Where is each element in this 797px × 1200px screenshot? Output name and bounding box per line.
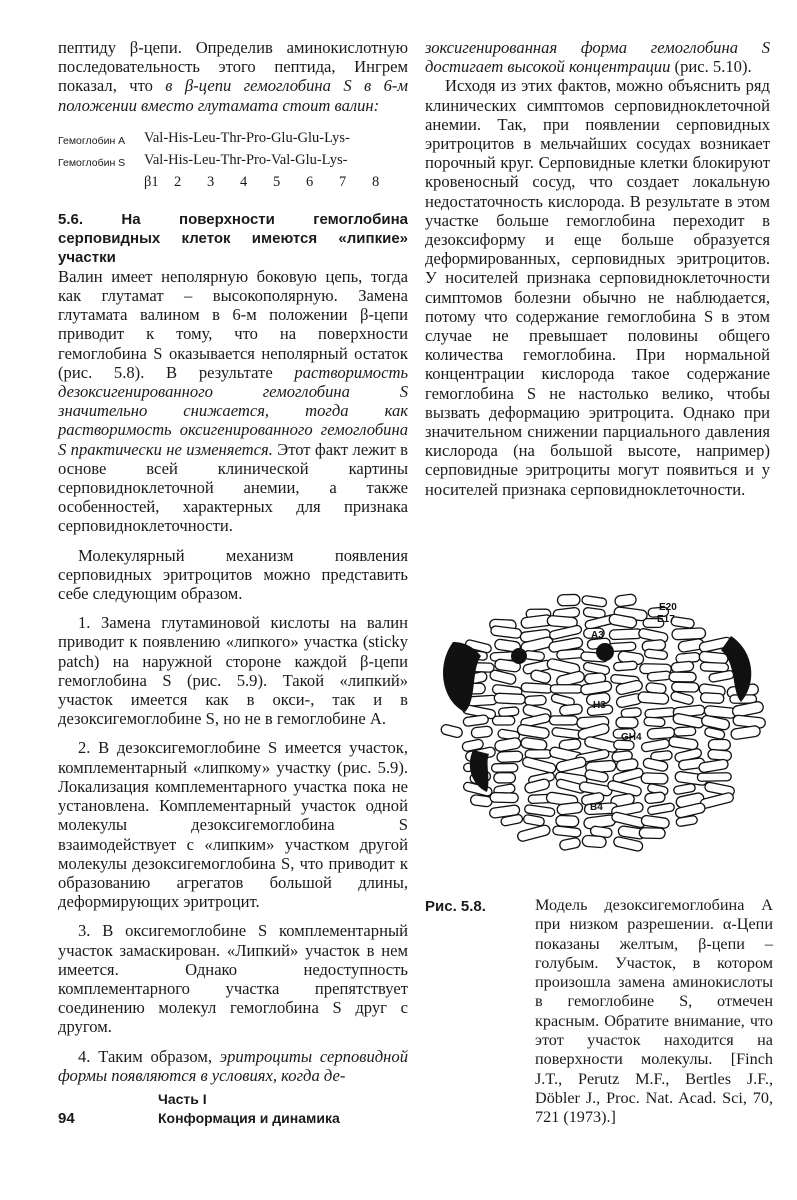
list-item: 4. Таким образом, эритроциты серповидной формы появляются в условиях, когда де- — [58, 1046, 408, 1085]
helix-coil — [524, 778, 551, 794]
helix-coil — [521, 683, 552, 694]
helix-coil — [517, 724, 550, 739]
position-label: 3 — [207, 173, 215, 190]
helix-coil — [672, 628, 706, 640]
helix-coil — [644, 649, 668, 660]
helix-coil — [440, 724, 463, 739]
helix-coil — [557, 594, 580, 606]
helix-coil — [609, 629, 642, 640]
helix-coil — [708, 749, 732, 761]
paragraph-valine: Валин имеет неполярную боковую цепь, тогда как глутамат – высокополярную. Замена глутамата валином в 6-м положении β-цепи приводит к тому, что на поверхности гемоглобина S оказывается неполярный остаток (рис. 5.8). В результате растворимость дезоксигенированного гемоглобина S значительно снижается, тогда как растворимость оксигенированного гемоглобина S практически не изменяется. Этот факт лежит в основе всей клинической картины серповидноклеточной анемии, а также особенностей, характерных для признака серповидноклеточности. — [58, 266, 408, 536]
helix-coil — [550, 685, 582, 693]
helix-coil — [494, 737, 521, 752]
position-label: 7 — [339, 173, 347, 190]
helix-coil — [644, 717, 665, 727]
helix-coil — [549, 716, 577, 725]
italic-finding: в β-цепи гемоглобина S в 6-м положении вместо глутамата стоит валин: — [58, 76, 408, 115]
helix-coil — [708, 739, 730, 750]
helix-coil — [700, 662, 728, 672]
position-label: β1 — [144, 173, 159, 190]
right-column — [425, 38, 770, 499]
position-label: 5 — [273, 173, 281, 190]
position-label: 2 — [174, 173, 182, 190]
figure-label: B4 — [590, 802, 603, 813]
figure-label: E20 — [659, 602, 677, 613]
figure-label: A3 — [591, 630, 604, 641]
sequence-s: Val-His-Leu-Thr-Pro-Val-Glu-Lys- — [144, 151, 348, 168]
helix-coil — [556, 815, 579, 827]
helix-coil — [670, 691, 694, 705]
helix-coil — [552, 727, 582, 739]
helix-coil — [639, 828, 665, 839]
caption-label: Рис. 5.8. — [425, 898, 486, 915]
helix-coil — [672, 682, 699, 692]
helix-coil — [498, 707, 519, 717]
helix-coil — [463, 715, 489, 727]
helix-coil — [492, 716, 514, 725]
helix-coil — [559, 704, 582, 716]
helix-coil — [700, 693, 724, 704]
helix-coil — [559, 837, 581, 851]
sequence-row-s — [58, 151, 408, 173]
list-item: 1. Замена глутаминовой кислоты на валин приводит к появлению «липкого» участка (sticky patch) на наружной стороне каждой β-цепи гемоглобина S (рис. 5.9). Такой «липкий» участок имеется как в окси-, так и в дезоксигемоглобине S, но не в гемоглобине A. — [58, 613, 408, 729]
helix-coil — [616, 717, 638, 728]
helix-coil — [470, 794, 492, 807]
helix-coil — [673, 783, 696, 795]
helix-coil — [492, 763, 518, 772]
helix-coil — [641, 773, 668, 785]
helix-coil — [582, 595, 608, 607]
helix-coil — [641, 815, 670, 829]
caption-text: Модель дезоксигемоглобина A при низком разрешении. α-Цепи показаны желтым, β-цепи – голубым. Участок, в котором произошла замена аминокислоты в гемоглобине S, отмечен красным. Обратите внимание, что этот участок находится на поверхности молекулы. [Finch J.T., Perutz M.F., Bertles J.F., Döbler J., Proc. Nat. Acad. Sci, 70, 721 (1973).] — [535, 896, 773, 1127]
helix-coil — [494, 693, 526, 704]
helix-coil — [730, 725, 760, 740]
list-item: 2. В дезоксигемоглобине S имеется участок, комплементарный «липкому» участку (рис. 5.9). Локализация комплементарного участка пока не установлена. Комплементарный участок одной молекулы дезоксигемоглобина S взаимодействует с «липким» участком другой молекулы дезоксигемоглобина S, что приводит к образованию агрегатов большой длины, деформирующих эритроцит. — [58, 738, 408, 912]
sequence-row-a — [58, 129, 408, 151]
helix-coil — [582, 835, 607, 848]
helix-coil — [530, 669, 552, 684]
helix-coil — [517, 824, 551, 842]
helix-coil — [557, 802, 583, 815]
helix-coil — [638, 691, 669, 704]
position-label: 4 — [240, 173, 248, 190]
helix-coil — [471, 726, 493, 739]
section-heading: 5.6. На поверхности гемоглобина серповидных клеток имеются «липкие» участки — [58, 210, 408, 266]
paragraph-continuation: зоксигенированная форма гемоглобина S достигает высокой концентрации (рис. 5.10). — [425, 38, 770, 77]
helix-coil — [647, 671, 671, 681]
helix-coil — [520, 737, 547, 751]
hemoglobin-model-illustration — [425, 572, 775, 890]
footer-title: Конформация и динамика — [158, 1110, 340, 1126]
position-label: 8 — [372, 173, 380, 190]
sequence-label-a: Гемоглобин A — [58, 134, 126, 147]
helix-coil — [641, 739, 670, 753]
helix-coil — [494, 773, 516, 783]
helix-coil — [674, 727, 696, 737]
figure-label: GH4 — [621, 732, 642, 743]
helix-coil — [490, 792, 518, 802]
mutation-site-marker — [596, 643, 614, 661]
page-number: 94 — [58, 1110, 75, 1127]
position-label: 6 — [306, 173, 314, 190]
helix-coil — [497, 751, 523, 763]
helix-coil — [669, 672, 696, 682]
figure-label: H3 — [593, 700, 606, 711]
helix-coil — [523, 814, 545, 826]
helix-coil — [490, 626, 522, 639]
helix-coil — [647, 803, 675, 815]
helix-coil — [552, 826, 581, 838]
left-column — [58, 38, 408, 1085]
paragraph-mechanism: Молекулярный механизм появления серповидных эритроцитов можно представить себе следующим образом. — [58, 545, 408, 604]
paragraph-intro: пептиду β-цепи. Определив аминокислотную последовательность этого пептида, Ингрем показал, что в β-цепи гемоглобина S в 6-м положении вместо глутамата стоит валин: — [58, 38, 408, 115]
helix-coil — [614, 594, 636, 608]
sequence-positions — [58, 173, 408, 192]
helix-coil — [671, 661, 694, 673]
hemoglobin-model-figure — [425, 572, 775, 890]
sequence-a: Val-His-Leu-Thr-Pro-Glu-Glu-Lys- — [144, 129, 350, 146]
footer-part: Часть I — [158, 1091, 207, 1107]
mutation-site-marker — [511, 648, 527, 664]
figure-label: E17 — [657, 614, 675, 625]
sequence-comparison — [58, 129, 408, 192]
helix-coil — [697, 773, 731, 782]
helix-coil — [644, 792, 665, 804]
helix-coil — [522, 756, 557, 774]
helix-coil — [556, 649, 584, 660]
list-item: 3. В оксигемоглобине S комплементарный участок замаскирован. «Липкий» участок в нем имеется. Однако недоступность комплементарного участка препятствует соединению молекул гемоглобина S друг с другом. — [58, 921, 408, 1037]
helix-coil — [613, 661, 637, 671]
paragraph-clinical: Исходя из этих фактов, можно объяснить ряд клинических симптомов серповидноклеточной анемии. Так, при появлении серповидных эритроцитов в мельчайших сосудах возникает порочный круг. Серповидные клетки блокируют кровеносный сосуд, что создает локальную недостаточность кислорода. В результате в этом участке больше гемоглобина переходит в дезоксиформу и еще больше образуется деформированных, серповидных эритроцитов. У носителей признака серповидноклеточности симптомов болезни обычно не наблюдается, потому что содержание гемоглобина S в этом случае не превышает половины общего количества гемоглобина. При нормальной концентрации кислорода такое содержание гемоглобина S не настолько велико, чтобы вызвать деформацию эритроцита. Однако при значительном снижении парциального давления кислорода (на большой высоте, например) серповидные эритроциты могут появиться и у носителей признака серповидноклеточности. — [425, 76, 770, 499]
sequence-label-s: Гемоглобин S — [58, 156, 126, 169]
helix-coil — [668, 736, 698, 750]
